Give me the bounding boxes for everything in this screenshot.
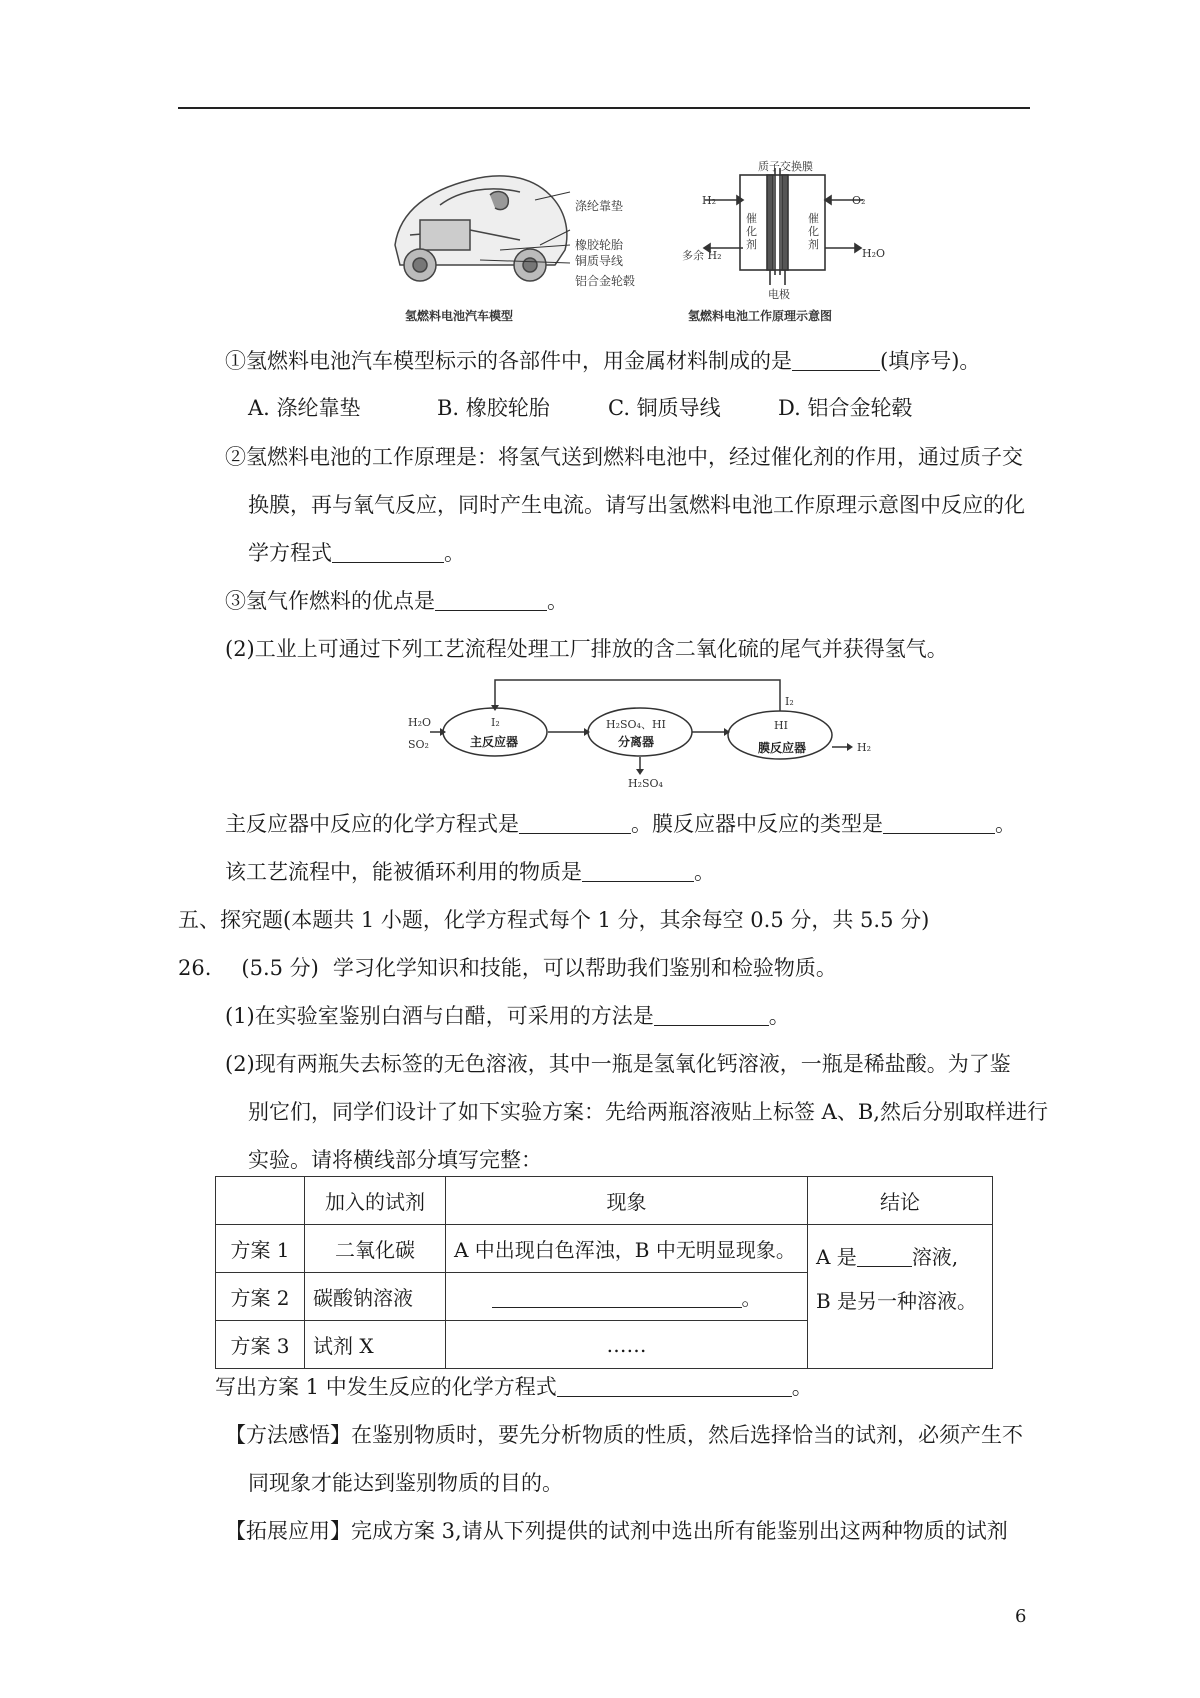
- q26-part1: (1)在实验室鉴别白酒与白醋，可采用的方法是 。: [225, 1004, 790, 1028]
- flow-in-h2o: H₂O: [408, 716, 432, 729]
- q3-line: ③氢气作燃料的优点是 。: [225, 589, 568, 613]
- part2-intro: (2)工业上可通过下列工艺流程处理工厂排放的含二氧化硫的尾气并获得氢气。: [225, 637, 948, 661]
- flow-node3-output: H₂: [857, 741, 872, 754]
- plan-1-reagent: 二氧化碳: [305, 1225, 446, 1273]
- q3-blank[interactable]: [435, 590, 547, 611]
- flow-question-b: 该工艺流程中，能被循环利用的物质是 。: [225, 860, 715, 884]
- plan-2-label: 方案 2: [216, 1273, 305, 1321]
- flow-blank-3[interactable]: [582, 861, 694, 882]
- experiment-table: [215, 1176, 993, 1369]
- method-line-2: 同现象才能达到鉴别物质的目的。: [248, 1471, 563, 1495]
- cell-catalyst-right: 催化剂: [808, 212, 819, 251]
- q2-line-1: ②氢燃料电池的工作原理是：将氢气送到燃料电池中，经过催化剂的作用，通过质子交: [225, 445, 1023, 469]
- flow-blank-2[interactable]: [883, 813, 995, 834]
- flow-recycle-label: I₂: [785, 695, 794, 708]
- cell-h2-excess: 多余 H₂: [682, 249, 722, 262]
- cell-electrode: 电极: [768, 288, 790, 301]
- plan-2-blank[interactable]: [492, 1287, 742, 1308]
- flow-node3-name: 膜反应器: [758, 741, 807, 755]
- flow-blank-1[interactable]: [519, 813, 631, 834]
- header-rule: [178, 107, 1030, 109]
- equation-blank[interactable]: [557, 1376, 792, 1397]
- car-label-3: 铜质导线: [575, 254, 624, 268]
- q1-option-a: A. 涤纶靠垫: [248, 396, 361, 420]
- page-number: 6: [1015, 1606, 1027, 1627]
- table-header-conclusion: 结论: [808, 1177, 993, 1225]
- conclusion-blank[interactable]: [857, 1246, 912, 1267]
- plan-1-label: 方案 1: [216, 1225, 305, 1273]
- flow-node1-name: 主反应器: [470, 735, 519, 749]
- extend-line-1: 【拓展应用】完成方案 3,请从下列提供的试剂中选出所有能鉴别出这两种物质的试剂: [225, 1519, 1008, 1543]
- fuel-cell-figure: [695, 160, 875, 300]
- conclusion-cell: A 是 溶液, B 是另一种溶液。: [808, 1225, 993, 1369]
- car-label-1: 涤纶靠垫: [575, 199, 624, 213]
- q26-part1-blank[interactable]: [654, 1005, 769, 1026]
- q1-option-c: C. 铜质导线: [608, 396, 721, 420]
- q1-stem: ①氢燃料电池汽车模型标示的各部件中，用金属材料制成的是 (填序号)。: [225, 349, 981, 373]
- cell-o2-in: O₂: [852, 194, 866, 207]
- car-label-4: 铝合金轮毂: [575, 274, 636, 288]
- q1-blank[interactable]: [792, 350, 880, 371]
- method-line-1: 【方法感悟】在鉴别物质时，要先分析物质的性质，然后选择恰当的试剂，必须产生不: [225, 1423, 1023, 1447]
- plan-2-reagent: 碳酸钠溶液: [305, 1273, 446, 1321]
- car-caption: 氢燃料电池汽车模型: [405, 309, 514, 323]
- plan-3-reagent: 试剂 X: [305, 1321, 446, 1369]
- flow-in-so2: SO₂: [408, 738, 429, 751]
- car-label-2: 橡胶轮胎: [575, 238, 624, 252]
- table-header-row: [216, 1177, 993, 1225]
- q2-line-3: 学方程式 。: [248, 541, 465, 565]
- cell-membrane-label: 质子交换膜: [758, 160, 813, 173]
- table-header-reagent: 加入的试剂: [305, 1177, 446, 1225]
- q2-blank[interactable]: [332, 542, 444, 563]
- cell-h2o-out: H₂O: [862, 247, 886, 260]
- plan-2-phenomenon: 。: [446, 1273, 808, 1321]
- table-header-phenomenon: 现象: [446, 1177, 808, 1225]
- q26-part2-line2: 别它们，同学们设计了如下实验方案：先给两瓶溶液贴上标签 A、B,然后分别取样进行: [248, 1100, 1048, 1124]
- q26-header: 26. (5.5 分) 学习化学知识和技能，可以帮助我们鉴别和检验物质。: [178, 956, 837, 980]
- plan-3-phenomenon: ……: [446, 1321, 808, 1369]
- car-model-figure: [380, 150, 630, 320]
- table-header-empty: [216, 1177, 305, 1225]
- flow-node2-top: H₂SO₄、HI: [606, 718, 666, 731]
- q1-option-b: B. 橡胶轮胎: [437, 396, 550, 420]
- q2-line-2: 换膜，再与氧气反应，同时产生电流。请写出氢燃料电池工作原理示意图中反应的化: [248, 493, 1025, 517]
- flow-node1-top: I₂: [491, 716, 500, 729]
- equation-question: 写出方案 1 中发生反应的化学方程式 。: [215, 1375, 813, 1399]
- flow-node2-name: 分离器: [618, 735, 655, 749]
- table-row: [216, 1225, 993, 1273]
- section-5-title: 五、探究题(本题共 1 小题，化学方程式每个 1 分，其余每空 0.5 分，共 5.5 分): [178, 908, 930, 932]
- q1-option-d: D. 铝合金轮毂: [778, 396, 913, 420]
- cell-h2-in: H₂: [702, 194, 717, 207]
- flow-question-a: 主反应器中反应的化学方程式是 。膜反应器中反应的类型是 。: [225, 812, 1016, 836]
- flow-node3-top: HI: [774, 719, 788, 732]
- q26-part2-line3: 实验。请将横线部分填写完整：: [248, 1148, 542, 1172]
- flow-node2-output: H₂SO₄: [628, 777, 663, 790]
- cell-catalyst-left: 催化剂: [746, 212, 757, 251]
- plan-3-label: 方案 3: [216, 1321, 305, 1369]
- q26-part2-line1: (2)现有两瓶失去标签的无色溶液，其中一瓶是氢氧化钙溶液，一瓶是稀盐酸。为了鉴: [225, 1052, 1011, 1076]
- cell-caption: 氢燃料电池工作原理示意图: [688, 309, 833, 323]
- plan-1-phenomenon: A 中出现白色浑浊，B 中无明显现象。: [446, 1225, 808, 1273]
